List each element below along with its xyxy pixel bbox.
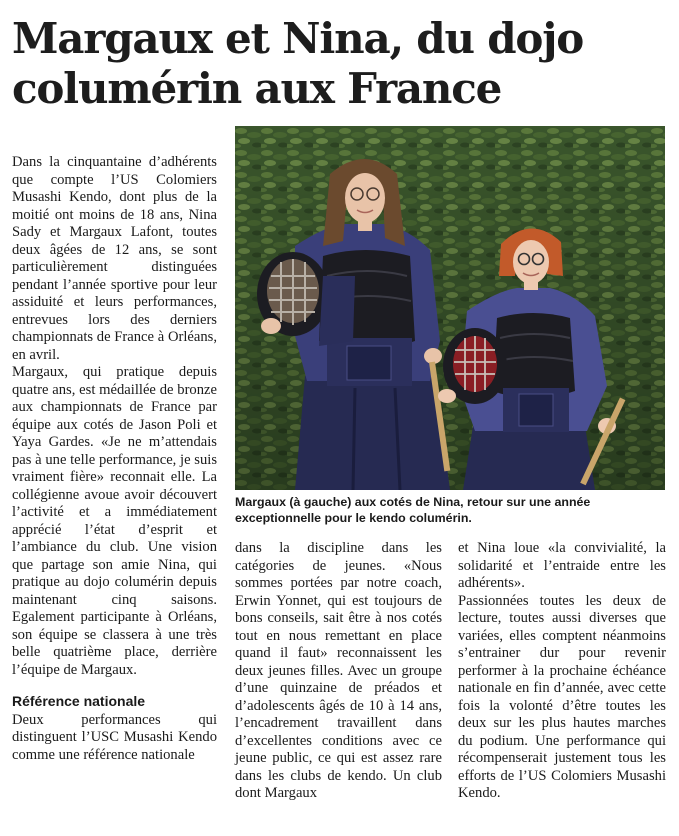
article-column-1 bbox=[12, 154, 217, 764]
paragraph-reference: Deux performances qui distinguent l’USC Musashi Kendo comme une référence nationale bbox=[12, 711, 217, 763]
paragraph-intro: Dans la cinquantaine d’adhérents que compte l’US Colomiers Musashi Kendo, dont plus de la moitié ont moins de 18 ans, Nina Sady et Margaux Lafont, toutes deux âgées de 12 ans, se sont particulièrement distinguées pendant l’année sportive pour leur assiduité et leurs performances, entrevues lors des derniers championnats de France à Orléans, en avril. bbox=[12, 154, 217, 363]
paragraph-convivialite: et Nina loue «la convivialité, la solidarité et l’entraide entre les adhérents». bbox=[458, 540, 666, 591]
article-column-2 bbox=[235, 540, 442, 803]
article-photo bbox=[235, 126, 665, 490]
photo-caption: Margaux (à gauche) aux cotés de Nina, retour sur une année exceptionnelle pour le kendo columérin. bbox=[235, 495, 591, 525]
headline: Margaux et Nina, du dojo columérin aux France bbox=[12, 14, 584, 113]
subheading-reference-nationale: Référence nationale bbox=[12, 693, 146, 709]
paragraph-margaux: Margaux, qui pratique depuis quatre ans, est médaillée de bronze aux championnats de France par équipe aux cotés de Jason Poli et Yaya Gardes. «Je ne m’attendais pas à une telle performance, je suis vraiment fière» reconnait elle. La collégienne avoue avoir découvert l’activité et a immédiatement apprécié l’état d’esprit et l’ambiance du club. Une vision que partage son amie Nina, qui pratique au dojo columérin depuis maintenant cinq saisons. Egalement participante à Orléans, son équipe se classera à une très belle quatrième place, derrière l’équipe de Margaux. bbox=[12, 364, 217, 678]
article-column-3 bbox=[458, 540, 666, 803]
paragraph-coach: dans la discipline dans les catégories de jeunes. «Nous sommes portées par notre coach, Erwin Yonnet, qui est toujours de bons conseils, sait être à nos cotés tout en nous remettant en place quand il faut» reconnaissent les deux jeunes filles. Avec un groupe d’une quinzaine de préados et d’adolescents âgés de 10 à 14 ans, l’encadrement travaillent dans d’excellentes conditions avec ce jeune public, ce qui est assez rare dans les clubs de kendo. Un club dont Margaux bbox=[235, 540, 442, 801]
photo-kendo-girls bbox=[235, 126, 665, 490]
paragraph-lecture: Passionnées toutes les deux de lecture, toutes aussi diverses que variées, elles comptent néanmoins s’entrainer dur pour revenir performer à la prochaine échéance nationale en fin d’année, avec cette fois la volonté d’être toutes les deux sur les plus hautes marches du podium. Une performance qui récompenserait justement tous les efforts de l’US Colomiers Musashi Kendo. bbox=[458, 592, 666, 801]
